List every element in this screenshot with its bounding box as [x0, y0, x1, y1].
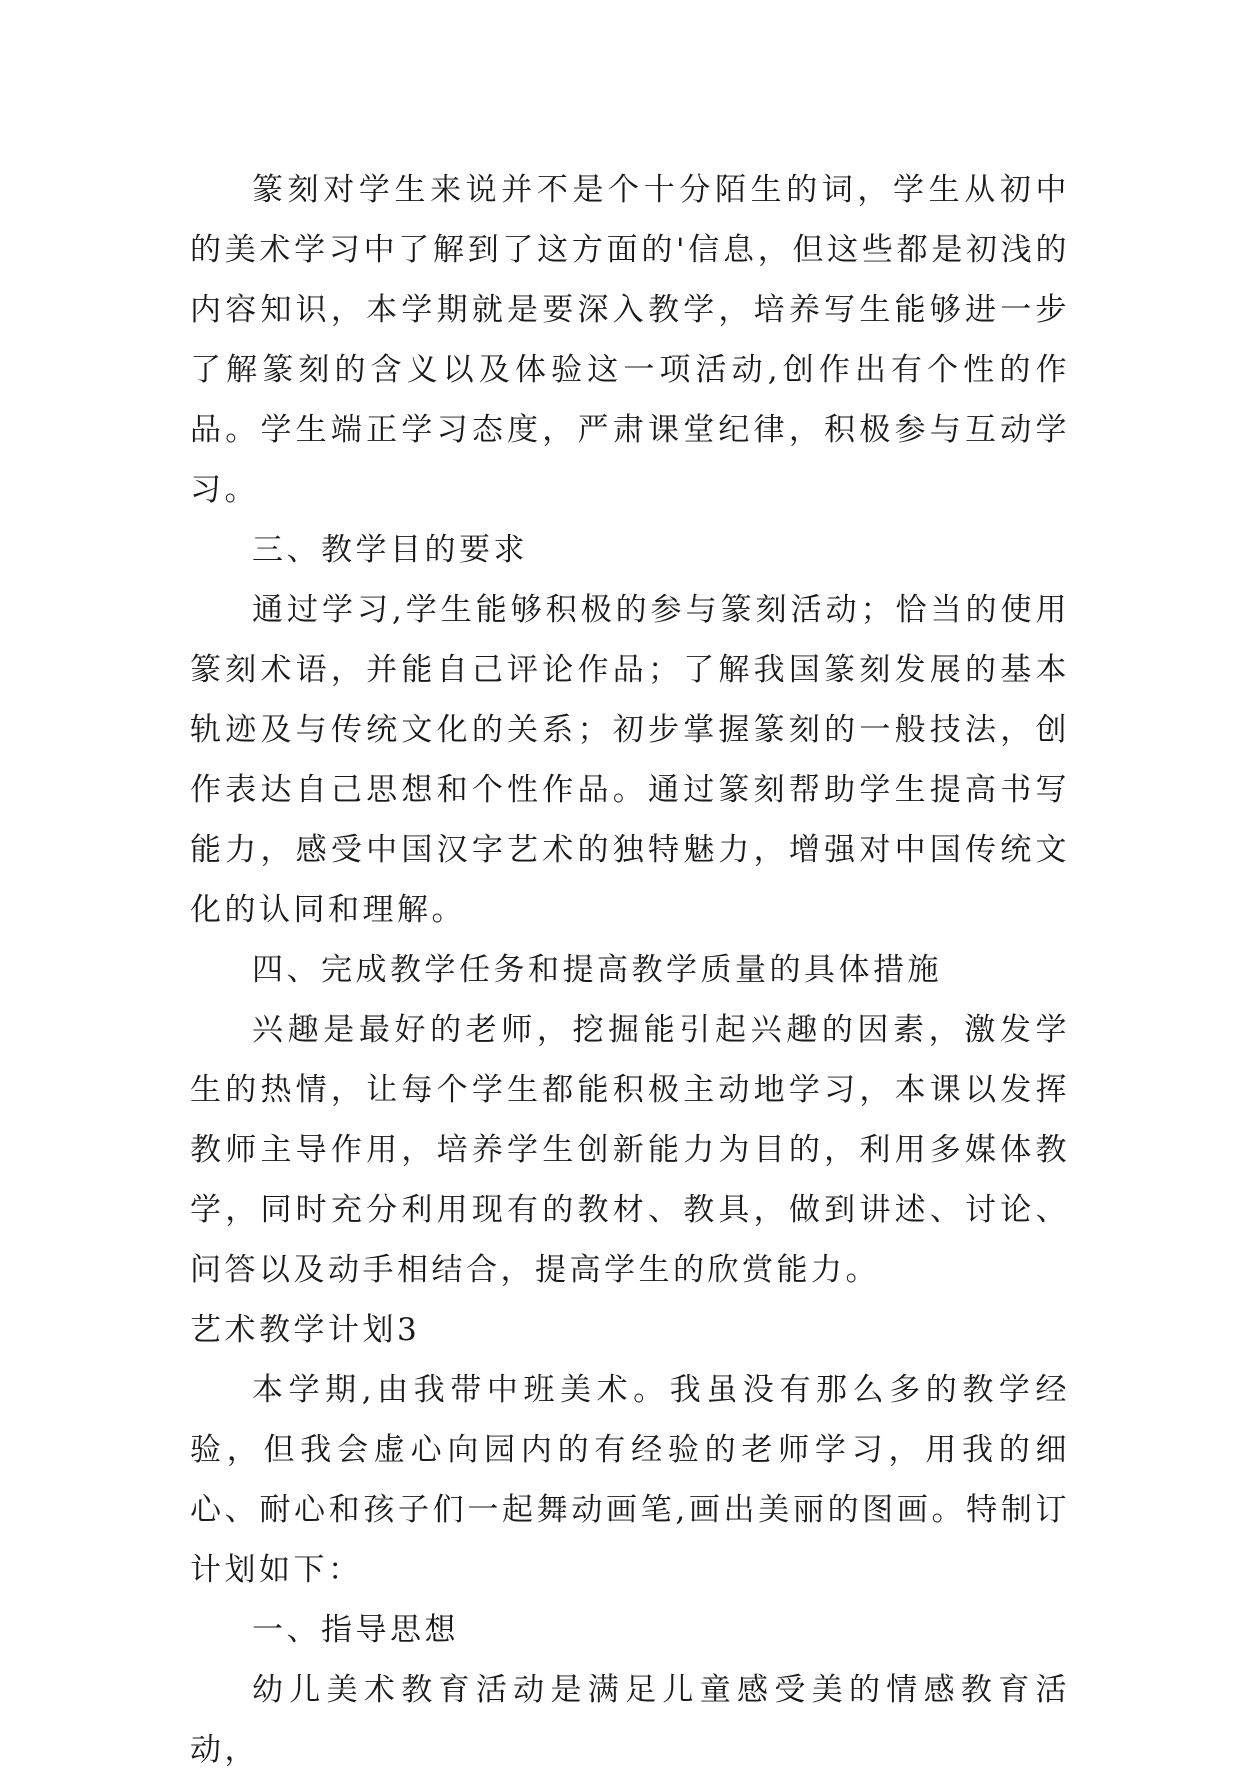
document-body: [190, 160, 1070, 1780]
document-section-title: 艺术教学计划3: [190, 1312, 421, 1348]
section-heading-teaching-goals: 三、教学目的要求: [252, 532, 528, 568]
paragraph-guiding-idea: 幼儿美术教育活动是满足儿童感受美的情感教育活动，: [190, 1672, 1070, 1768]
section-heading-measures: 四、完成教学任务和提高教学质量的具体措施: [252, 952, 942, 988]
paragraph-measures: 兴趣是最好的老师，挖掘能引起兴趣的因素，激发学生的热情，让每个学生都能积极主动地学习，本课以发挥教师主导作用，培养学生创新能力为目的，利用多媒体教学，同时充分利用现有的教材、教具，做到讲述、讨论、问答以及动手相结合，提高学生的欣赏能力。: [190, 1012, 1070, 1288]
paragraph-plan-intro: 本学期,由我带中班美术。我虽没有那么多的教学经验，但我会虚心向园内的有经验的老师学习，用我的细心、耐心和孩子们一起舞动画笔,画出美丽的图画。特制订计划如下：: [190, 1372, 1070, 1588]
section-heading-guiding-idea: 一、指导思想: [252, 1612, 459, 1648]
paragraph-seal-carving-intro: 篆刻对学生来说并不是个十分陌生的词，学生从初中的美术学习中了解到了这方面的'信息，但这些都是初浅的内容知识，本学期就是要深入教学，培养写生能够进一步了解篆刻的含义以及体验这一项活动,创作出有个性的作品。学生端正学习态度，严肃课堂纪律，积极参与互动学习。: [190, 172, 1070, 508]
paragraph-teaching-goals: 通过学习,学生能够积极的参与篆刻活动；恰当的使用篆刻术语，并能自己评论作品；了解我国篆刻发展的基本轨迹及与传统文化的关系；初步掌握篆刻的一般技法，创作表达自己思想和个性作品。通过篆刻帮助学生提高书写能力，感受中国汉字艺术的独特魅力，增强对中国传统文化的认同和理解。: [190, 592, 1070, 928]
